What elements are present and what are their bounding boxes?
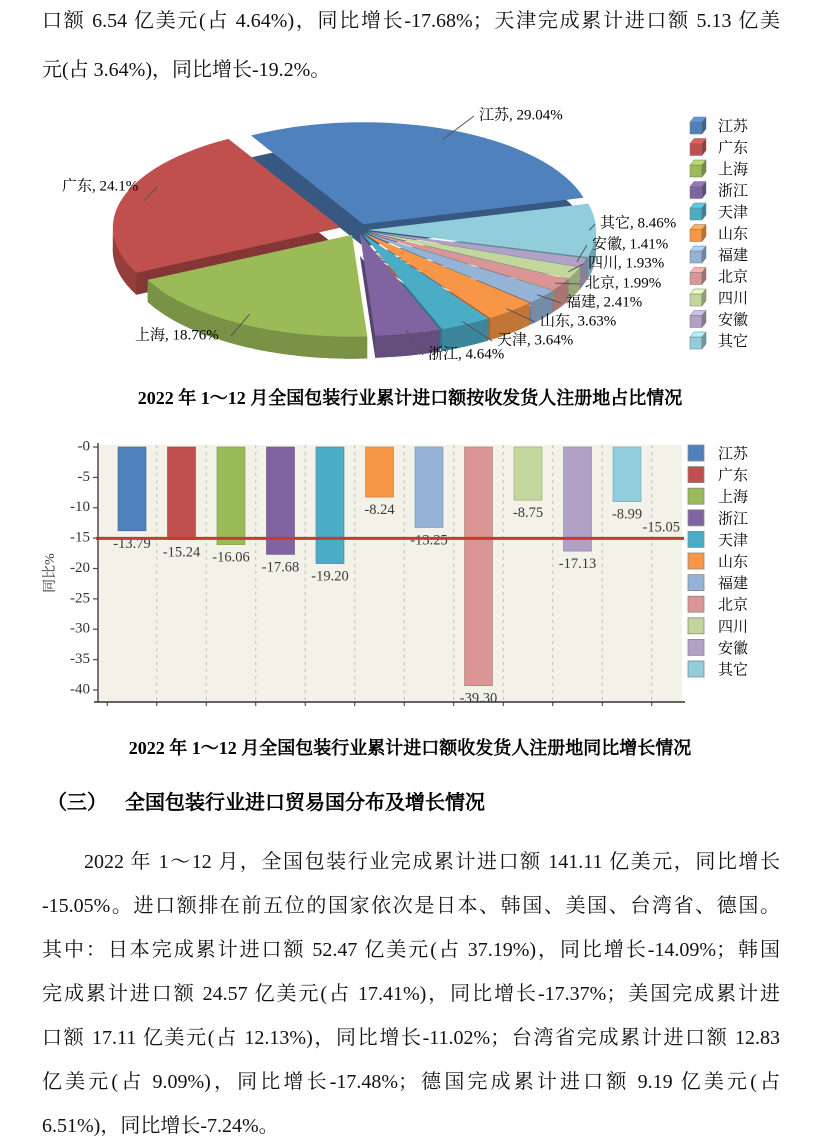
legend-label: 四川 [718,291,749,307]
legend-item [688,445,749,463]
bar [168,447,196,540]
bar [465,447,493,686]
pie-chart [40,95,780,385]
pie-slice-label: 上海, 18.76% [135,327,219,344]
legend-swatch [688,661,704,677]
legend-label: 江苏 [718,119,749,135]
bar-chart [40,425,780,725]
pie-legend [690,117,749,350]
bar-value-label: -17.13 [558,556,597,573]
y-tick-label: -30 [70,620,90,637]
y-tick-label: -20 [70,559,90,576]
bar [613,447,641,502]
legend-cube-front [690,316,702,328]
legend-label: 福建 [718,248,749,264]
legend-item [690,225,748,243]
legend-item [690,289,748,307]
legend-item [688,639,748,657]
paragraph-bottom [42,849,780,1140]
legend-item [690,332,748,350]
paragraph-line: 6.51%)，同比增长-7.24%。 [42,1115,279,1137]
paragraph-line: 元(占 3.64%)，同比增长-19.2%。 [42,59,331,81]
y-tick-label: -35 [70,651,90,668]
legend-label: 北京 [718,269,749,286]
legend-label: 福建 [718,576,749,593]
y-tick-label: -0 [77,438,90,455]
bar-value-label: -8.24 [364,502,395,519]
legend-label: 广东 [718,140,749,157]
legend-cube-front [690,208,702,220]
legend-swatch [688,467,704,483]
bar-value-label: -8.99 [611,506,643,523]
bar [415,447,443,528]
pie-slice-label: 广东, 24.1% [62,178,139,195]
legend-item [688,488,748,506]
y-tick-label: -5 [77,468,90,485]
legend-item [688,553,748,571]
bar-value-label: -15.24 [162,544,201,561]
pie-slice-label: 北京, 1.99% [585,275,662,292]
legend-item [690,182,748,200]
pie-slice-label: 安徽, 1.41% [592,236,669,253]
legend-label: 江苏 [718,446,749,463]
legend-label: 上海 [718,489,749,506]
legend-item [688,618,748,636]
legend-swatch [688,596,704,612]
y-tick-label: -15 [70,529,90,546]
pie-slice-label: 福建, 2.41% [566,294,643,311]
pie-slice-label: 其它, 8.46% [600,215,677,232]
legend-item [688,531,748,549]
legend-item [688,575,748,593]
bar-value-label: -8.75 [512,505,544,522]
legend-cube-front [690,230,702,242]
paragraph-line: 2022 年 1～12 月，全国包装行业完成累计进口额 141.11 亿美元，同比增长 [84,851,780,873]
legend-item [690,203,748,221]
legend-item [688,596,748,614]
reference-line-label: -15.05 [642,519,680,536]
section-title: 全国包装行业进口贸易国分布及增长情况 [125,792,485,814]
legend-label: 天津 [718,205,749,221]
legend-cube-front [690,122,702,134]
legend-cube-front [690,165,702,177]
legend-swatch [688,531,704,547]
paragraph-line: -15.05%。进口额排在前五位的国家依次是日本、韩国、美国、台湾省、德国。 [42,895,780,917]
legend-label: 上海 [718,162,749,178]
bar-legend [688,445,749,679]
legend-item [688,661,748,679]
pie-slice-label: 江苏, 29.04% [479,107,563,124]
section-number: （三） [47,792,107,814]
paragraph-line: 其中：日本完成累计进口额 52.47 亿美元(占 37.19%)，同比增长-14.09%；韩国 [42,939,780,961]
legend-swatch [688,488,704,504]
legend-label: 山东 [718,554,749,571]
pie-slice-label: 四川, 1.93% [588,255,665,272]
section-heading [47,786,485,815]
paragraph-line: 完成累计进口额 24.57 亿美元(占 17.41%)，同比增长-17.37%；美国完成累计进 [42,983,780,1005]
legend-swatch [688,553,704,569]
y-tick-label: -25 [70,590,90,607]
bar [316,447,344,564]
paragraph-line: 口额 6.54 亿美元(占 4.64%)，同比增长-17.68%；天津完成累计进口额 5.13 亿美 [42,10,780,32]
y-tick-label: -10 [70,499,90,516]
legend-item [688,510,748,528]
legend-label: 广东 [718,468,749,485]
legend-cube-front [690,187,702,199]
legend-label: 浙江 [718,511,749,528]
legend-label: 安徽 [718,312,749,329]
legend-swatch [688,445,704,461]
y-axis-title: 同比% [43,553,58,593]
legend-item [690,311,748,329]
legend-label: 安徽 [718,640,749,657]
bar-value-label: -19.20 [311,568,349,585]
legend-item [690,139,748,157]
bar [217,447,245,545]
pie-slice-label: 山东, 3.63% [540,313,617,330]
legend-label: 天津 [718,532,749,549]
legend-cube-front [690,144,702,156]
pie-slice-label: 天津, 3.64% [497,332,574,349]
bar [366,447,394,497]
legend-item [690,160,748,178]
pie-slice-label: 浙江, 4.64% [428,346,505,363]
legend-swatch [688,639,704,655]
legend-item [690,268,748,286]
legend-item [690,246,748,264]
bar-value-label: -13.79 [113,535,151,552]
bar-value-label: -16.06 [212,549,250,566]
legend-cube-front [690,273,702,285]
legend-label: 北京 [718,597,749,614]
legend-swatch [688,510,704,526]
y-tick-label: -40 [70,681,90,698]
legend-label: 山东 [718,226,749,243]
legend-cube-front [690,251,702,263]
bar-chart-title: 2022 年 1～12 月全国包装行业累计进口额收发货人注册地同比增长情况 [128,738,692,758]
legend-swatch [688,575,704,591]
bar-value-label: -39.30 [459,690,498,707]
legend-label: 四川 [718,619,749,636]
bar [118,447,146,531]
legend-swatch [688,618,704,634]
bar [514,447,542,500]
bar [564,447,592,551]
paragraph-line: 亿美元(占 9.09%)，同比增长-17.48%；德国完成累计进口额 9.19 亿美元(占 [42,1071,780,1093]
paragraph-top [42,8,780,106]
legend-cube-front [690,294,702,306]
legend-item [690,117,749,135]
paragraph-line: 口额 17.11 亿美元(占 12.13%)，同比增长-11.02%；台湾省完成累计进口额 12.83 [42,1027,780,1049]
legend-cube-front [690,337,702,349]
pie-chart-title: 2022 年 1～12 月全国包装行业累计进口额按收发货人注册地占比情况 [137,388,683,408]
bar-value-label: -13.25 [410,532,448,549]
legend-item [688,467,748,485]
legend-label: 其它 [718,662,749,679]
bar-value-label: -17.68 [261,559,300,576]
legend-label: 其它 [718,334,749,350]
legend-label: 浙江 [718,183,749,200]
